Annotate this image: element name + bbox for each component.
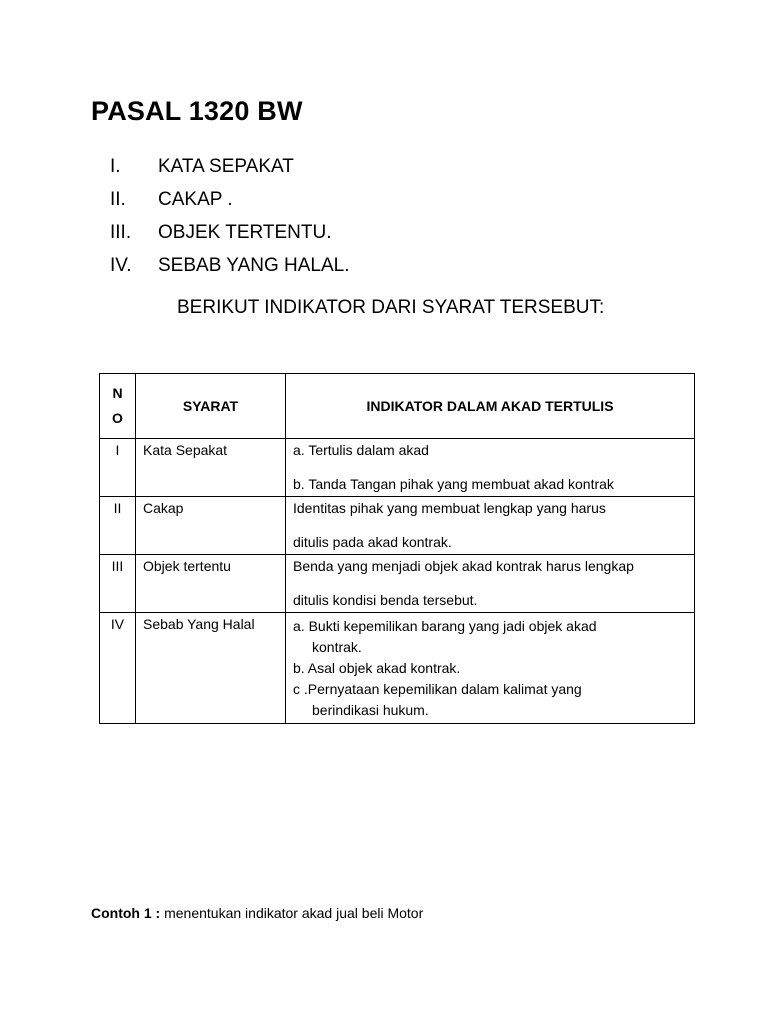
list-item [110, 249, 350, 282]
list-item-number: II. [110, 188, 126, 210]
table-row [100, 555, 695, 613]
cell-indikator [286, 555, 695, 613]
indicator-line: ditulis kondisi benda tersebut. [293, 592, 478, 608]
table-header-row [100, 374, 695, 439]
cell-indikator [286, 613, 695, 724]
example-label: Contoh 1 : [91, 905, 161, 921]
cell-indikator [286, 439, 695, 497]
example-text: menentukan indikator akad jual beli Motor [160, 905, 424, 921]
cell-no: II [100, 497, 136, 555]
indicator-line: b. Tanda Tangan pihak yang membuat akad kontrak [293, 476, 614, 492]
list-item [110, 183, 350, 216]
list-item-text: OBJEK TERTENTU. [158, 221, 332, 243]
list-item-text: SEBAB YANG HALAL. [158, 254, 350, 276]
cell-no: I [100, 439, 136, 497]
cell-no: IV [100, 613, 136, 724]
indicator-table [99, 373, 695, 724]
header-no: NO [100, 374, 136, 439]
list-item [110, 216, 350, 249]
cell-syarat: Sebab Yang Halal [136, 613, 286, 724]
list-item-number: III. [110, 221, 132, 243]
indicator-line: c .Pernyataan kepemilikan dalam kalimat yang [293, 681, 582, 697]
example-line [91, 905, 423, 921]
indicator-line: a. Bukti kepemilikan barang yang jadi objek akad [293, 618, 597, 634]
cell-syarat: Kata Sepakat [136, 439, 286, 497]
indicator-line: b. Asal objek akad kontrak. [293, 660, 461, 676]
header-syarat: SYARAT [136, 374, 286, 439]
table-row [100, 497, 695, 555]
indicator-line: berindikasi hukum. [312, 702, 429, 718]
list-item-text: KATA SEPAKAT [158, 155, 294, 177]
list-item-number: IV. [110, 254, 132, 276]
cell-no: III [100, 555, 136, 613]
cell-indikator [286, 497, 695, 555]
cell-syarat: Cakap [136, 497, 286, 555]
cell-syarat: Objek tertentu [136, 555, 286, 613]
subheading: BERIKUT INDIKATOR DARI SYARAT TERSEBUT: [177, 297, 605, 318]
list-item-number: I. [110, 155, 121, 177]
indicator-line: Benda yang menjadi objek akad kontrak harus lengkap [293, 558, 634, 574]
page-title: PASAL 1320 BW [91, 96, 303, 126]
indicator-line: kontrak. [312, 639, 362, 655]
header-indikator: INDIKATOR DALAM AKAD TERTULIS [286, 374, 695, 439]
table-row [100, 613, 695, 724]
indicator-line: ditulis pada akad kontrak. [293, 534, 452, 550]
indicator-line: Identitas pihak yang membuat lengkap yang harus [293, 500, 606, 516]
list-item-text: CAKAP . [158, 188, 233, 210]
list-item [110, 150, 350, 183]
table-row [100, 439, 695, 497]
indicator-line: a. Tertulis dalam akad [293, 442, 429, 458]
requirements-list [110, 150, 350, 282]
